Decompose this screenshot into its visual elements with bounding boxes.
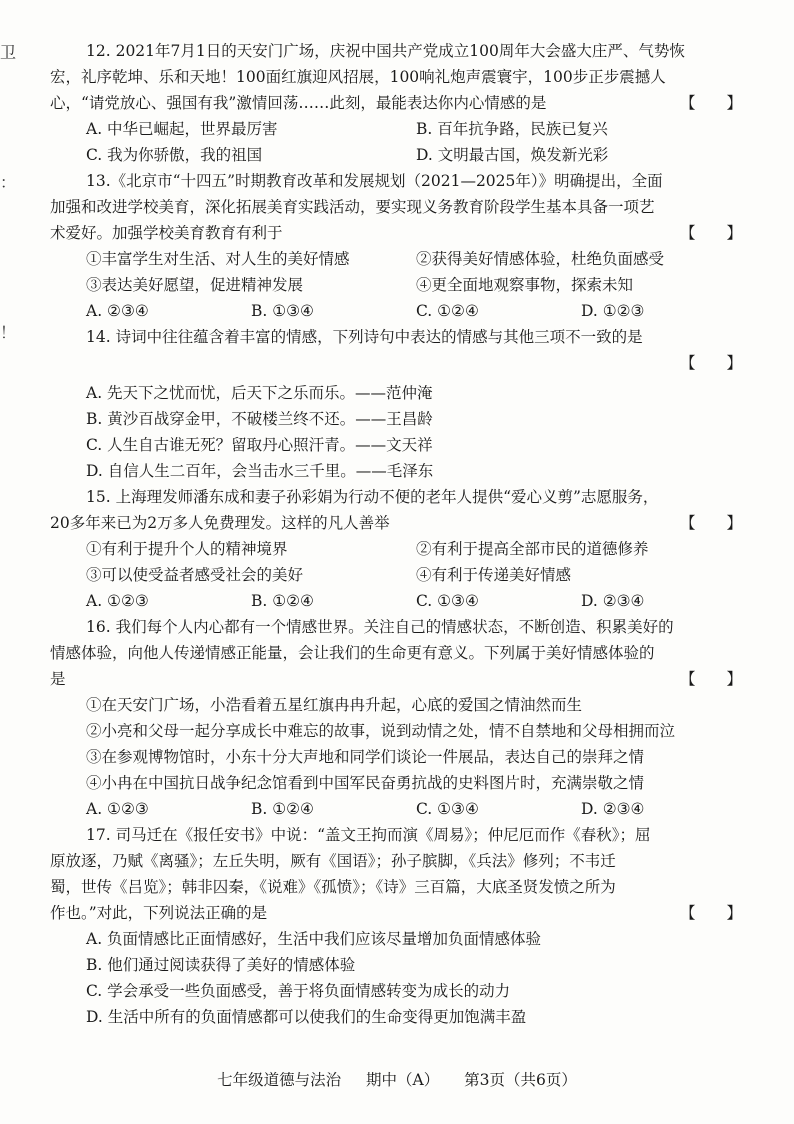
option-c: C. 学会承受一些负面感受，善于将负面情感转变为成长的动力 [86, 982, 511, 1000]
statement-1: ①在天安门广场，小浩看着五星红旗冉冉升起，心底的爱国之情油然而生 [86, 696, 583, 714]
footer-subject: 七年级道德与法治 [217, 1071, 342, 1089]
question-stem: 宏，礼序乾坤、乐和天地！100面红旗迎风招展，100响礼炮声震寰宇，100步正步震撼人 [50, 68, 666, 86]
page-footer [0, 1068, 794, 1090]
option-d: D. 文明最古国，焕发新光彩 [416, 146, 609, 164]
option-b: B. ①②④ [251, 592, 314, 610]
option-a: A. ①②③ [86, 800, 149, 818]
question-stem: 蜀，世传《吕览》；韩非囚秦，《说难》《孤愤》；《诗》三百篇，大底圣贤发愤之所为 [50, 878, 616, 896]
option-d: D. ②③④ [581, 592, 645, 610]
question-stem: 14. 诗词中往往蕴含着丰富的情感，下列诗句中表达的情感与其他三项不一致的是 [86, 328, 643, 346]
answer-bracket: 【 】 [679, 670, 742, 688]
question-15 [50, 484, 750, 614]
statement-1: ①丰富学生对生活、对人生的美好情感 [86, 250, 350, 268]
option-a: A. 先天下之忧而忧，后天下之乐而乐。——范仲淹 [86, 384, 433, 402]
question-stem: 12. 2021年7月1日的天安门广场，庆祝中国共产党成立100周年大会盛大庄严、气势恢 [86, 42, 685, 60]
footer-page-number: 第3页（共6页） [464, 1071, 577, 1089]
option-b: B. 百年抗争路，民族已复兴 [416, 120, 608, 138]
option-c: C. ①③④ [416, 800, 479, 818]
question-stem: 加强和改进学校美育，深化拓展美育实践活动，要实现义务教育阶段学生基本具备一项艺 [50, 198, 655, 216]
option-d: D. 自信人生二百年，会当击水三千里。——毛泽东 [86, 462, 434, 480]
questions [50, 38, 750, 1030]
option-b: B. 他们通过阅读获得了美好的情感体验 [86, 956, 356, 974]
option-a: A. 负面情感比正面情感好，生活中我们应该尽量增加负面情感体验 [86, 930, 542, 948]
question-stem: 心，“请党放心、强国有我”激情回荡……此刻，最能表达你内心情感的是 [50, 94, 547, 112]
answer-bracket: 【 】 [679, 904, 742, 922]
option-b: B. ①②④ [251, 800, 314, 818]
question-stem: 是 [50, 670, 66, 688]
margin-mark: ： [0, 173, 17, 192]
statement-4: ④更全面地观察事物，探索未知 [416, 276, 634, 294]
statement-2: ②获得美好情感体验，杜绝负面感受 [416, 250, 665, 268]
question-stem: 术爱好。加强学校美育教育有利于 [50, 224, 283, 242]
answer-bracket: 【 】 [679, 94, 742, 112]
statement-3: ③在参观博物馆时，小东十分大声地和同学们谈论一件展品，表达自己的崇拜之情 [86, 748, 645, 766]
footer-exam: 期中（A） [366, 1071, 440, 1089]
answer-bracket: 【 】 [679, 354, 742, 372]
answer-bracket: 【 】 [679, 514, 742, 532]
option-a: A. 中华已崛起，世界最厉害 [86, 120, 278, 138]
option-c: C. 我为你骄傲，我的祖国 [86, 146, 263, 164]
question-stem: 作也。”对此，下列说法正确的是 [50, 904, 268, 922]
question-17 [50, 822, 750, 1030]
question-stem: 20多年来已为2万多人免费理发。这样的凡人善举 [50, 514, 390, 532]
statement-3: ③可以使受益者感受社会的美好 [86, 566, 304, 584]
statement-1: ①有利于提升个人的精神境界 [86, 540, 288, 558]
option-b: B. 黄沙百战穿金甲，不破楼兰终不还。——王昌龄 [86, 410, 433, 428]
question-stem: 17. 司马迁在《报任安书》中说：“盖文王拘而演《周易》；仲尼厄而作《春秋》；屈 [86, 826, 651, 844]
question-stem: 情感体验，向他人传递情感正能量，会让我们的生命更有意义。下列属于美好情感体验的 [50, 644, 655, 662]
option-c: C. ①③④ [416, 592, 479, 610]
statement-4: ④有利于传递美好情感 [416, 566, 572, 584]
answer-bracket: 【 】 [679, 224, 742, 242]
statement-2: ②有利于提高全部市民的道德修养 [416, 540, 649, 558]
margin-mark: 卫 [0, 43, 17, 62]
statement-3: ③表达美好愿望，促进精神发展 [86, 276, 304, 294]
option-a: A. ②③④ [86, 302, 149, 320]
question-stem: 13.《北京市“十四五”时期教育改革和发展规划（2021—2025年）》明确提出，全面 [86, 172, 663, 190]
option-d: D. ①②③ [581, 302, 645, 320]
question-stem: 15. 上海理发师潘东成和妻子孙彩娟为行动不便的老年人提供“爱心义剪”志愿服务， [86, 488, 659, 506]
option-b: B. ①③④ [251, 302, 314, 320]
option-d: D. 生活中所有的负面情感都可以使我们的生命变得更加饱满丰盈 [86, 1008, 527, 1026]
statement-4: ④小冉在中国抗日战争纪念馆看到中国军民奋勇抗战的史料图片时，充满崇敬之情 [86, 774, 645, 792]
option-c: C. 人生自古谁无死？留取丹心照汗青。——文天祥 [86, 436, 433, 454]
question-16 [50, 614, 750, 822]
question-12 [50, 38, 750, 168]
question-14 [50, 324, 750, 484]
option-d: D. ②③④ [581, 800, 645, 818]
question-stem: 16. 我们每个人内心都有一个情感世界。关注自己的情感状态，不断创造、积累美好的 [86, 618, 674, 636]
question-13 [50, 168, 750, 324]
question-stem: 原放逐，乃赋《离骚》；左丘失明，厥有《国语》；孙子膑脚，《兵法》修列；不韦迁 [50, 852, 616, 870]
option-c: C. ①②④ [416, 302, 479, 320]
option-a: A. ①②③ [86, 592, 149, 610]
statement-2: ②小亮和父母一起分享成长中难忘的故事，说到动情之处，情不自禁地和父母相拥而泣 [86, 722, 676, 740]
margin-mark: ！ [0, 323, 17, 342]
